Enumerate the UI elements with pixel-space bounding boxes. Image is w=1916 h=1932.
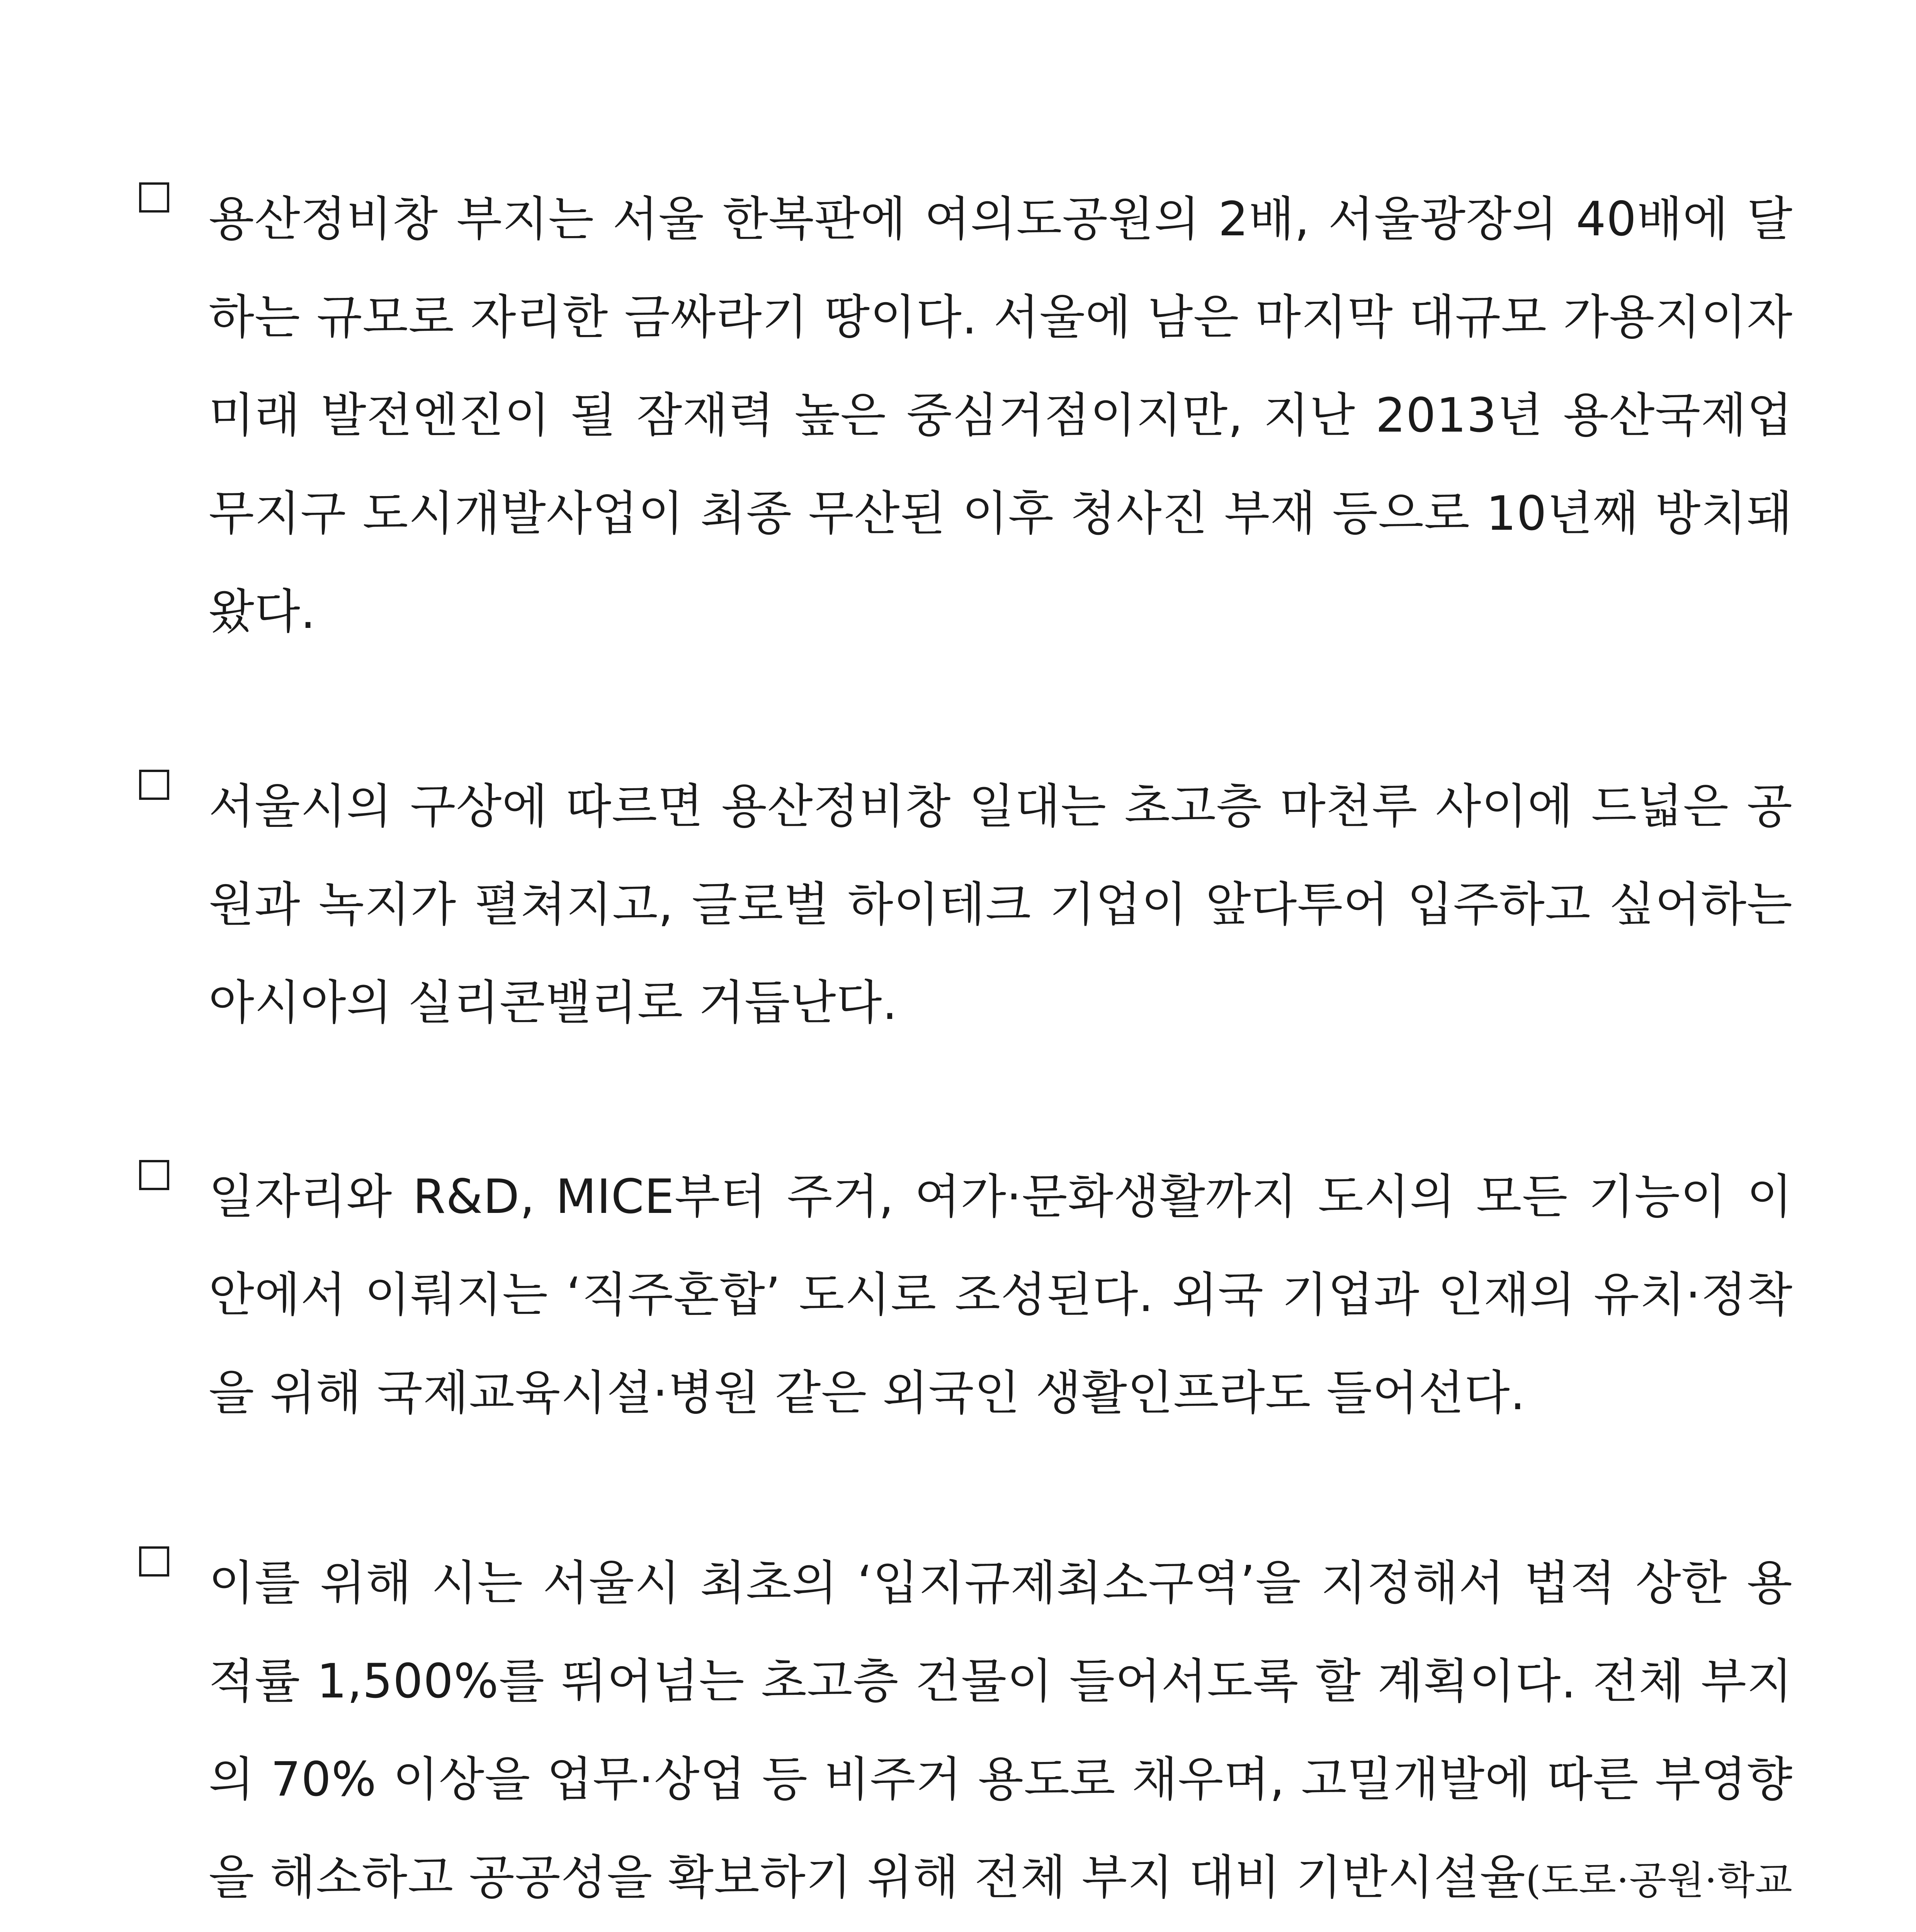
square-bullet-icon xyxy=(139,1160,169,1190)
paragraph-text: 일자리와 R&D, MICE부터 주거, 여가·문화생활까지 도시의 모든 기능이 이 안에서 이뤄지는 ‘직주혼합’ 도시로 조성된다. 외국 기업과 인재의 유치·정착을 위해 국제교육시설·병원 같은 외국인 생활인프라도 들어선다. xyxy=(209,1169,1793,1420)
square-bullet-icon xyxy=(139,770,169,800)
paragraph-block-1 xyxy=(139,170,1793,661)
paragraph-block-2 xyxy=(139,757,1793,1052)
paragraph-text: 서울시의 구상에 따르면 용산정비창 일대는 초고층 마천루 사이에 드넓은 공원과 녹지가 펼쳐지고, 글로벌 하이테크 기업이 앞다투어 입주하고 싶어하는 아시아의 실리콘밸리로 거듭난다. xyxy=(209,779,1793,1030)
paragraph-block-3 xyxy=(139,1148,1793,1442)
paragraph-text: 용산정비창 부지는 서울 한복판에 여의도공원의 2배, 서울광장의 40배에 달하는 규모로 자리한 금싸라기 땅이다. 서울에 남은 마지막 대규모 가용지이자 미래 발전엔진이 될 잠재력 높은 중심거점이지만, 지난 2013년 용산국제업무지구 도시개발사업이 최종 무산된 이후 청사진 부재 등으로 10년째 방치돼왔다. xyxy=(209,192,1793,639)
paragraph-block-4 xyxy=(139,1534,1793,1932)
paragraph-text xyxy=(209,1534,1793,1932)
square-bullet-icon xyxy=(139,1546,169,1577)
square-bullet-icon xyxy=(139,182,169,213)
parenthetical-note: (도로·공원·학교 xyxy=(1525,1858,1793,1903)
paragraph-main-text: 이를 위해 시는 서울시 최초의 ‘입지규제최소구역’을 지정해서 법적 상한 용적률 1,500%를 뛰어넘는 초고층 건물이 들어서도록 할 계획이다. 전체 부지의 70% 이상을 업무·상업 등 비주거 용도로 채우며, 고밀개발에 따른 부영향을 해소하고 공공성을 확보하기 위해 전체 부지 대비 기반시설율 xyxy=(209,1556,1793,1905)
